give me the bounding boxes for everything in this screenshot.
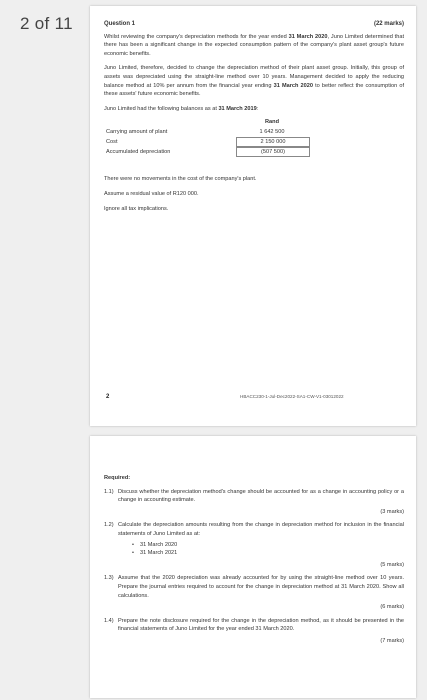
required-item-1-1: 1.1) Discuss whether the depreciation method's change should be accounted for as a change in accounting policy or a change in accounting estimate. [104,488,404,504]
required-item-1-3: 1.3) Assume that the 2020 depreciation was already accounted for by using the straight-line method over 10 years. Prepare the journal entries required to account for the change in depreciation method at 31 March 2020. Show all calculations. [104,575,404,599]
item-marks: (3 marks) [380,508,404,515]
page-number: 2 [106,394,110,400]
note-residual-value: Assume a residual value of R120 000. [104,190,199,197]
paragraph-1: Whilst reviewing the company's depreciation methods for the year ended 31 March 2020, Juno Limited determined that there has been a significant change in the expected consumption pattern of the company's plant asset group's future economic benefits. [104,33,405,57]
page-counter: 2 of 11 [20,14,73,33]
list-item: • 31 March 2021 [132,549,404,558]
note-ignore-tax: Ignore all tax implications. [104,205,169,212]
item-marks: (5 marks) [380,561,404,568]
list-item: • 31 March 2020 [132,541,404,550]
document-page-2[interactable] [90,436,416,698]
question-marks: (22 marks) [373,21,404,27]
balances-table [104,117,354,157]
table-row: Accumulated depreciation (507 500) [104,147,354,157]
document-code: HBACC230-1-Jul-Dec2022-SA1-CW-V1-03012022 [240,394,344,399]
item-marks: (6 marks) [380,604,404,611]
table-row: Cost 2 150 000 [104,137,354,147]
paragraph-2: Juno Limited, therefore, decided to change the depreciation method of their plant asset group. Initially, this group of assets was depreciated using the straight-line method over 10 years. Management decided to apply the reducing balance method at 10% per annum from the financial year ending 31 March 2020 to better reflect the consumption of these assets' future economic benefits. [104,65,404,98]
note-no-movements: There were no movements in the cost of the company's plant. [104,176,257,183]
table-row: Carrying amount of plant 1 642 500 [106,129,285,136]
balances-intro: Juno Limited had the following balances as at 31 March 2019: [104,105,259,112]
required-item-1-4: 1.4) Prepare the note disclosure required for the change in the depreciation method, as it should be presented in the financial statements of Juno Limited for the year ended 31 March 2020. [104,617,404,633]
question-title: Question 1 [104,21,136,27]
document-page-1[interactable] [90,6,416,426]
required-item-1-2: 1.2) Calculate the depreciation amounts resulting from the change in depreciation method for inclusion in the financial statements of Juno Limited as at: • 31 March 2020 • 31 March 2021 [104,521,404,557]
required-heading: Required: [104,475,131,481]
currency-header: Rand [265,119,279,126]
item-marks: (7 marks) [380,637,404,644]
